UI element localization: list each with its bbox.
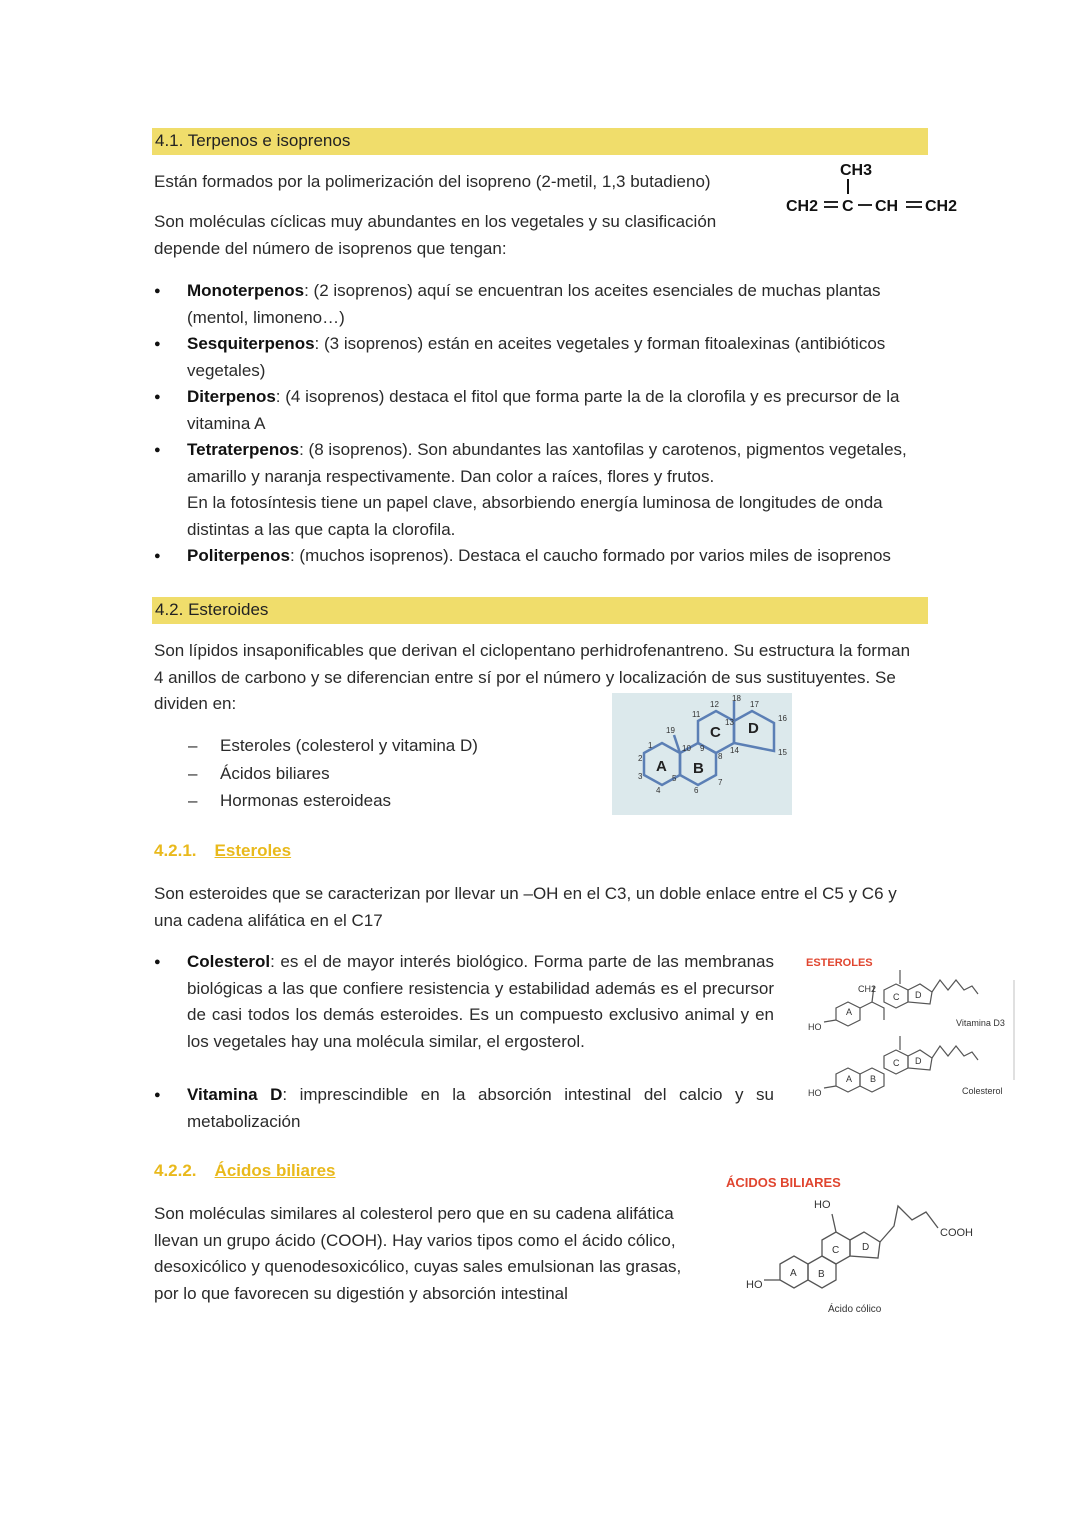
section-heading-terpenos (152, 128, 928, 155)
vitd-oh-bond (824, 1020, 836, 1022)
esteroles-list (154, 949, 774, 1135)
atom-number: 2 (638, 754, 643, 763)
atom-number: 6 (694, 786, 699, 795)
list-item: ● Tetraterpenos: (8 isoprenos). Son abundantes las xantofilas y carotenos, pigmentos vegetales, amarillo y naranja respectivamente. Dan color a raíces, flores y frutos. En la fotosíntesis tiene un papel clave, absorbiendo energía luminosa de longitudes de onda distintas a las que capta la clorofila. (154, 437, 929, 543)
atom-number: 17 (750, 700, 759, 709)
formula-ch2-left: CH2 (786, 198, 819, 215)
isoprene-formula (782, 155, 972, 225)
atom-number: 3 (638, 772, 643, 781)
terpenos-list (154, 278, 929, 570)
atom-number: 8 (718, 752, 723, 761)
atom-number: 15 (778, 748, 787, 757)
acidos-biliares-figure (722, 1168, 982, 1318)
atom-number: 12 (710, 700, 719, 709)
col-side-chain (932, 1046, 978, 1060)
paragraph-isopreno: Están formados por la polimerización del isopreno (2-metil, 1,3 butadieno) (154, 172, 711, 191)
figure-title: ESTEROLES (806, 957, 873, 969)
ring-label: B (870, 1074, 877, 1084)
formula-ch: CH (875, 198, 899, 215)
heading-text: 4.2. Esteroides (155, 600, 269, 619)
ring-label: D (915, 990, 922, 1000)
heading-text: 4.1. Terpenos e isoprenos (155, 131, 351, 150)
list-item: – Esteroles (colesterol y vitamina D) (188, 732, 478, 760)
list-item: ● Vitamina D: imprescindible en la absorción intestinal del calcio y su metabolización (154, 1082, 774, 1135)
colesterol-label: Colesterol (962, 1086, 1003, 1096)
ring-label: A (846, 1007, 853, 1017)
ring-label-d: D (748, 720, 759, 737)
ch2-label: CH2 (858, 984, 877, 994)
list-item: ● Colesterol: es el de mayor interés biológico. Forma parte de las membranas biológicas a las que confiere resistencia y estabilidad además es el precursor de casi todos los demás esteroides. Es un compuesto exclusivo animal y en los vegetales hay una molécula similar, el ergosterol. (154, 949, 774, 1055)
atom-number: 13 (725, 718, 734, 727)
list-item: – Hormonas esteroideas (188, 787, 478, 815)
figure-title: ÁCIDOS BILIARES (726, 1175, 841, 1190)
subheading-acidos-biliares: 4.2.2. Ácidos biliares (154, 1161, 336, 1180)
atom-number: 1 (648, 741, 653, 750)
atom-number: 10 (682, 744, 691, 753)
steroid-nucleus-figure (612, 693, 792, 815)
formula-ch3: CH3 (840, 162, 873, 179)
acido-colico-label: Ácido cólico (828, 1304, 882, 1315)
atom-number: 7 (718, 778, 723, 787)
ho-label: HO (808, 1022, 822, 1032)
vitd-open-ring (860, 1002, 884, 1020)
subheading-esteroles: 4.2.1. Esteroles (154, 841, 292, 860)
ba-oh-bond-top (832, 1214, 836, 1232)
formula-ch2-right: CH2 (925, 198, 958, 215)
ring-label: D (862, 1242, 870, 1253)
ring-label: C (893, 1058, 900, 1068)
list-item: – Ácidos biliares (188, 760, 478, 788)
ho-label: HO (808, 1088, 822, 1098)
list-item: ● Diterpenos: (4 isoprenos) destaca el fitol que forma parte la de la clorofila y es precursor de la vitamina A (154, 384, 929, 437)
atom-number: 16 (778, 714, 787, 723)
vitamin-d3-label: Vitamina D3 (956, 1018, 1005, 1028)
ring-label-b: B (693, 760, 704, 777)
atom-number: 9 (700, 744, 705, 753)
list-item: ● Politerpenos: (muchos isoprenos). Destaca el caucho formado por varios miles de isoprenos (154, 543, 929, 570)
paragraph-acidos-biliares: Son moléculas similares al colesterol pero que en su cadena alifática llevan un grupo ácido (COOH). Hay varios tipos como el ácido cólico, desoxicólico y quenodesoxicólico, cuyas sales emulsionan las grasas, por lo que favorecen su digestión y absorción intestinal (154, 1204, 682, 1303)
atom-number: 11 (692, 710, 701, 719)
ring-label: D (915, 1056, 922, 1066)
section-heading-esteroides (152, 597, 928, 624)
vitd-side-chain (932, 980, 978, 994)
esteroides-types-list (188, 732, 478, 815)
ring-label: B (818, 1269, 825, 1280)
ring-label: C (832, 1245, 840, 1256)
atom-number: 4 (656, 786, 661, 795)
ring-label: A (790, 1268, 797, 1279)
formula-c: C (842, 198, 854, 215)
ring-label-a: A (656, 758, 667, 775)
atom-number: 5 (672, 774, 677, 783)
ho-label: HO (746, 1279, 763, 1291)
ring-label: A (846, 1074, 853, 1084)
ring-label: C (893, 992, 900, 1002)
col-oh-bond (824, 1086, 836, 1088)
list-item: ● Monoterpenos: (2 isoprenos) aquí se encuentran los aceites esenciales de muchas plantas (mentol, limoneno…) (154, 278, 929, 331)
atom-number: 14 (730, 746, 739, 755)
esteroles-figure (800, 950, 1018, 1105)
ring-label-c: C (710, 724, 721, 741)
paragraph-esteroles: Son esteroides que se caracterizan por llevar un –OH en el C3, un doble enlace entre el C5 y C6 y una cadena alifática en el C17 (154, 884, 897, 930)
atom-number: 18 (732, 694, 741, 703)
paragraph-esteroides: Son lípidos insaponificables que derivan el ciclopentano perhidrofenantreno. Su estructura la forman 4 anillos de carbono y se diferencian entre sí por el número y localización de sus sustituyentes. Se dividen en: (154, 641, 911, 713)
ho-label: HO (814, 1199, 831, 1211)
ba-side-chain (880, 1206, 938, 1242)
atom-number: 19 (666, 726, 675, 735)
paragraph-clasificacion: Son moléculas cíclicas muy abundantes en los vegetales y su clasificación depende del número de isoprenos que tengan: (154, 212, 717, 258)
cooh-label: COOH (940, 1227, 973, 1239)
list-item: ● Sesquiterpenos: (3 isoprenos) están en aceites vegetales y forman fitoalexinas (antibióticos vegetales) (154, 331, 929, 384)
